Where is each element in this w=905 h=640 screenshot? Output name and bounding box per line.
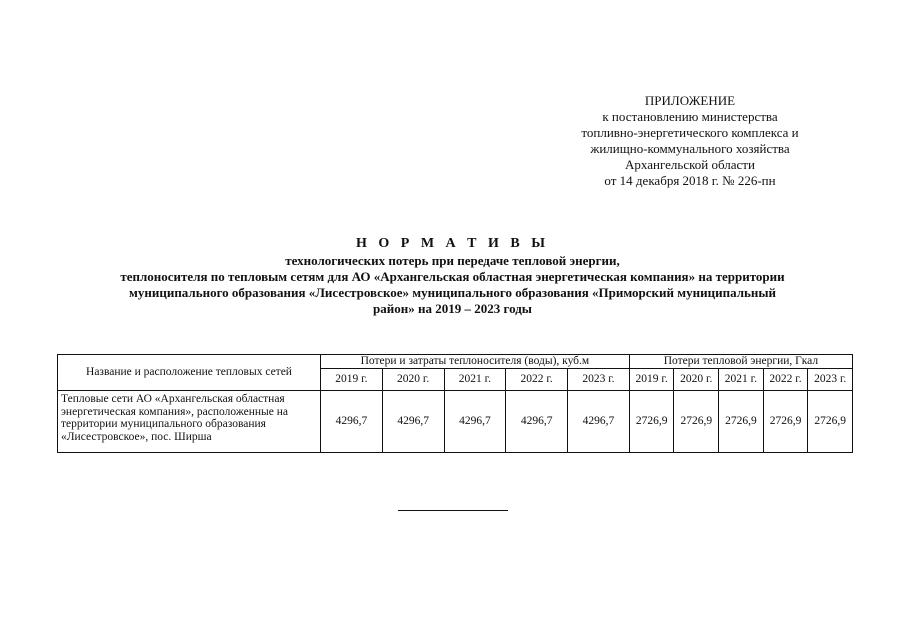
water-loss-cell: 4296,7 (506, 391, 568, 453)
heat-loss-cell: 2726,9 (719, 391, 764, 453)
appendix-block (545, 93, 835, 189)
header-year: 2019 г. (629, 369, 674, 391)
appendix-line: от 14 декабря 2018 г. № 226-пн (604, 173, 776, 188)
heat-loss-cell: 2726,9 (629, 391, 674, 453)
water-loss-cell: 4296,7 (321, 391, 383, 453)
table-row (58, 391, 853, 453)
header-year: 2022 г. (506, 369, 568, 391)
header-year: 2023 г. (568, 369, 630, 391)
title-heading: Н О Р М А Т И В Ы (356, 236, 549, 251)
norms-table (57, 354, 853, 453)
header-year: 2021 г. (719, 369, 764, 391)
heat-loss-cell: 2726,9 (763, 391, 808, 453)
header-network-name: Название и расположение тепловых сетей (58, 355, 321, 391)
appendix-line: топливно-энергетического комплекса и (581, 125, 799, 140)
appendix-line: Архангельской области (625, 157, 755, 172)
heat-loss-cell: 2726,9 (674, 391, 719, 453)
header-year: 2020 г. (674, 369, 719, 391)
title-line: район» на 2019 – 2023 годы (373, 301, 532, 316)
document-title (40, 236, 865, 317)
title-line: технологических потерь при передаче тепловой энергии, (285, 253, 620, 268)
water-loss-cell: 4296,7 (568, 391, 630, 453)
header-heat-losses: Потери тепловой энергии, Гкал (629, 355, 852, 369)
header-water-losses: Потери и затраты теплоносителя (воды), куб.м (321, 355, 630, 369)
title-line: теплоносителя по тепловым сетям для АО «Архангельская областная энергетическая компания» на территории (120, 269, 785, 284)
header-year: 2022 г. (763, 369, 808, 391)
title-line: муниципального образования «Лисестровское» муниципального образования «Приморский муниципальный (129, 285, 776, 300)
appendix-line: к постановлению министерства (602, 109, 778, 124)
appendix-line: жилищно-коммунального хозяйства (590, 141, 790, 156)
header-year: 2020 г. (382, 369, 444, 391)
water-loss-cell: 4296,7 (382, 391, 444, 453)
header-year: 2019 г. (321, 369, 383, 391)
appendix-line: ПРИЛОЖЕНИЕ (644, 93, 736, 108)
header-year: 2023 г. (808, 369, 853, 391)
closing-divider (398, 510, 508, 511)
water-loss-cell: 4296,7 (444, 391, 506, 453)
network-name-cell: Тепловые сети АО «Архангельская областная энергетическая компания», расположенные на территории муниципального образования «Лисестровское», пос. Ширша (58, 391, 321, 453)
heat-loss-cell: 2726,9 (808, 391, 853, 453)
header-year: 2021 г. (444, 369, 506, 391)
